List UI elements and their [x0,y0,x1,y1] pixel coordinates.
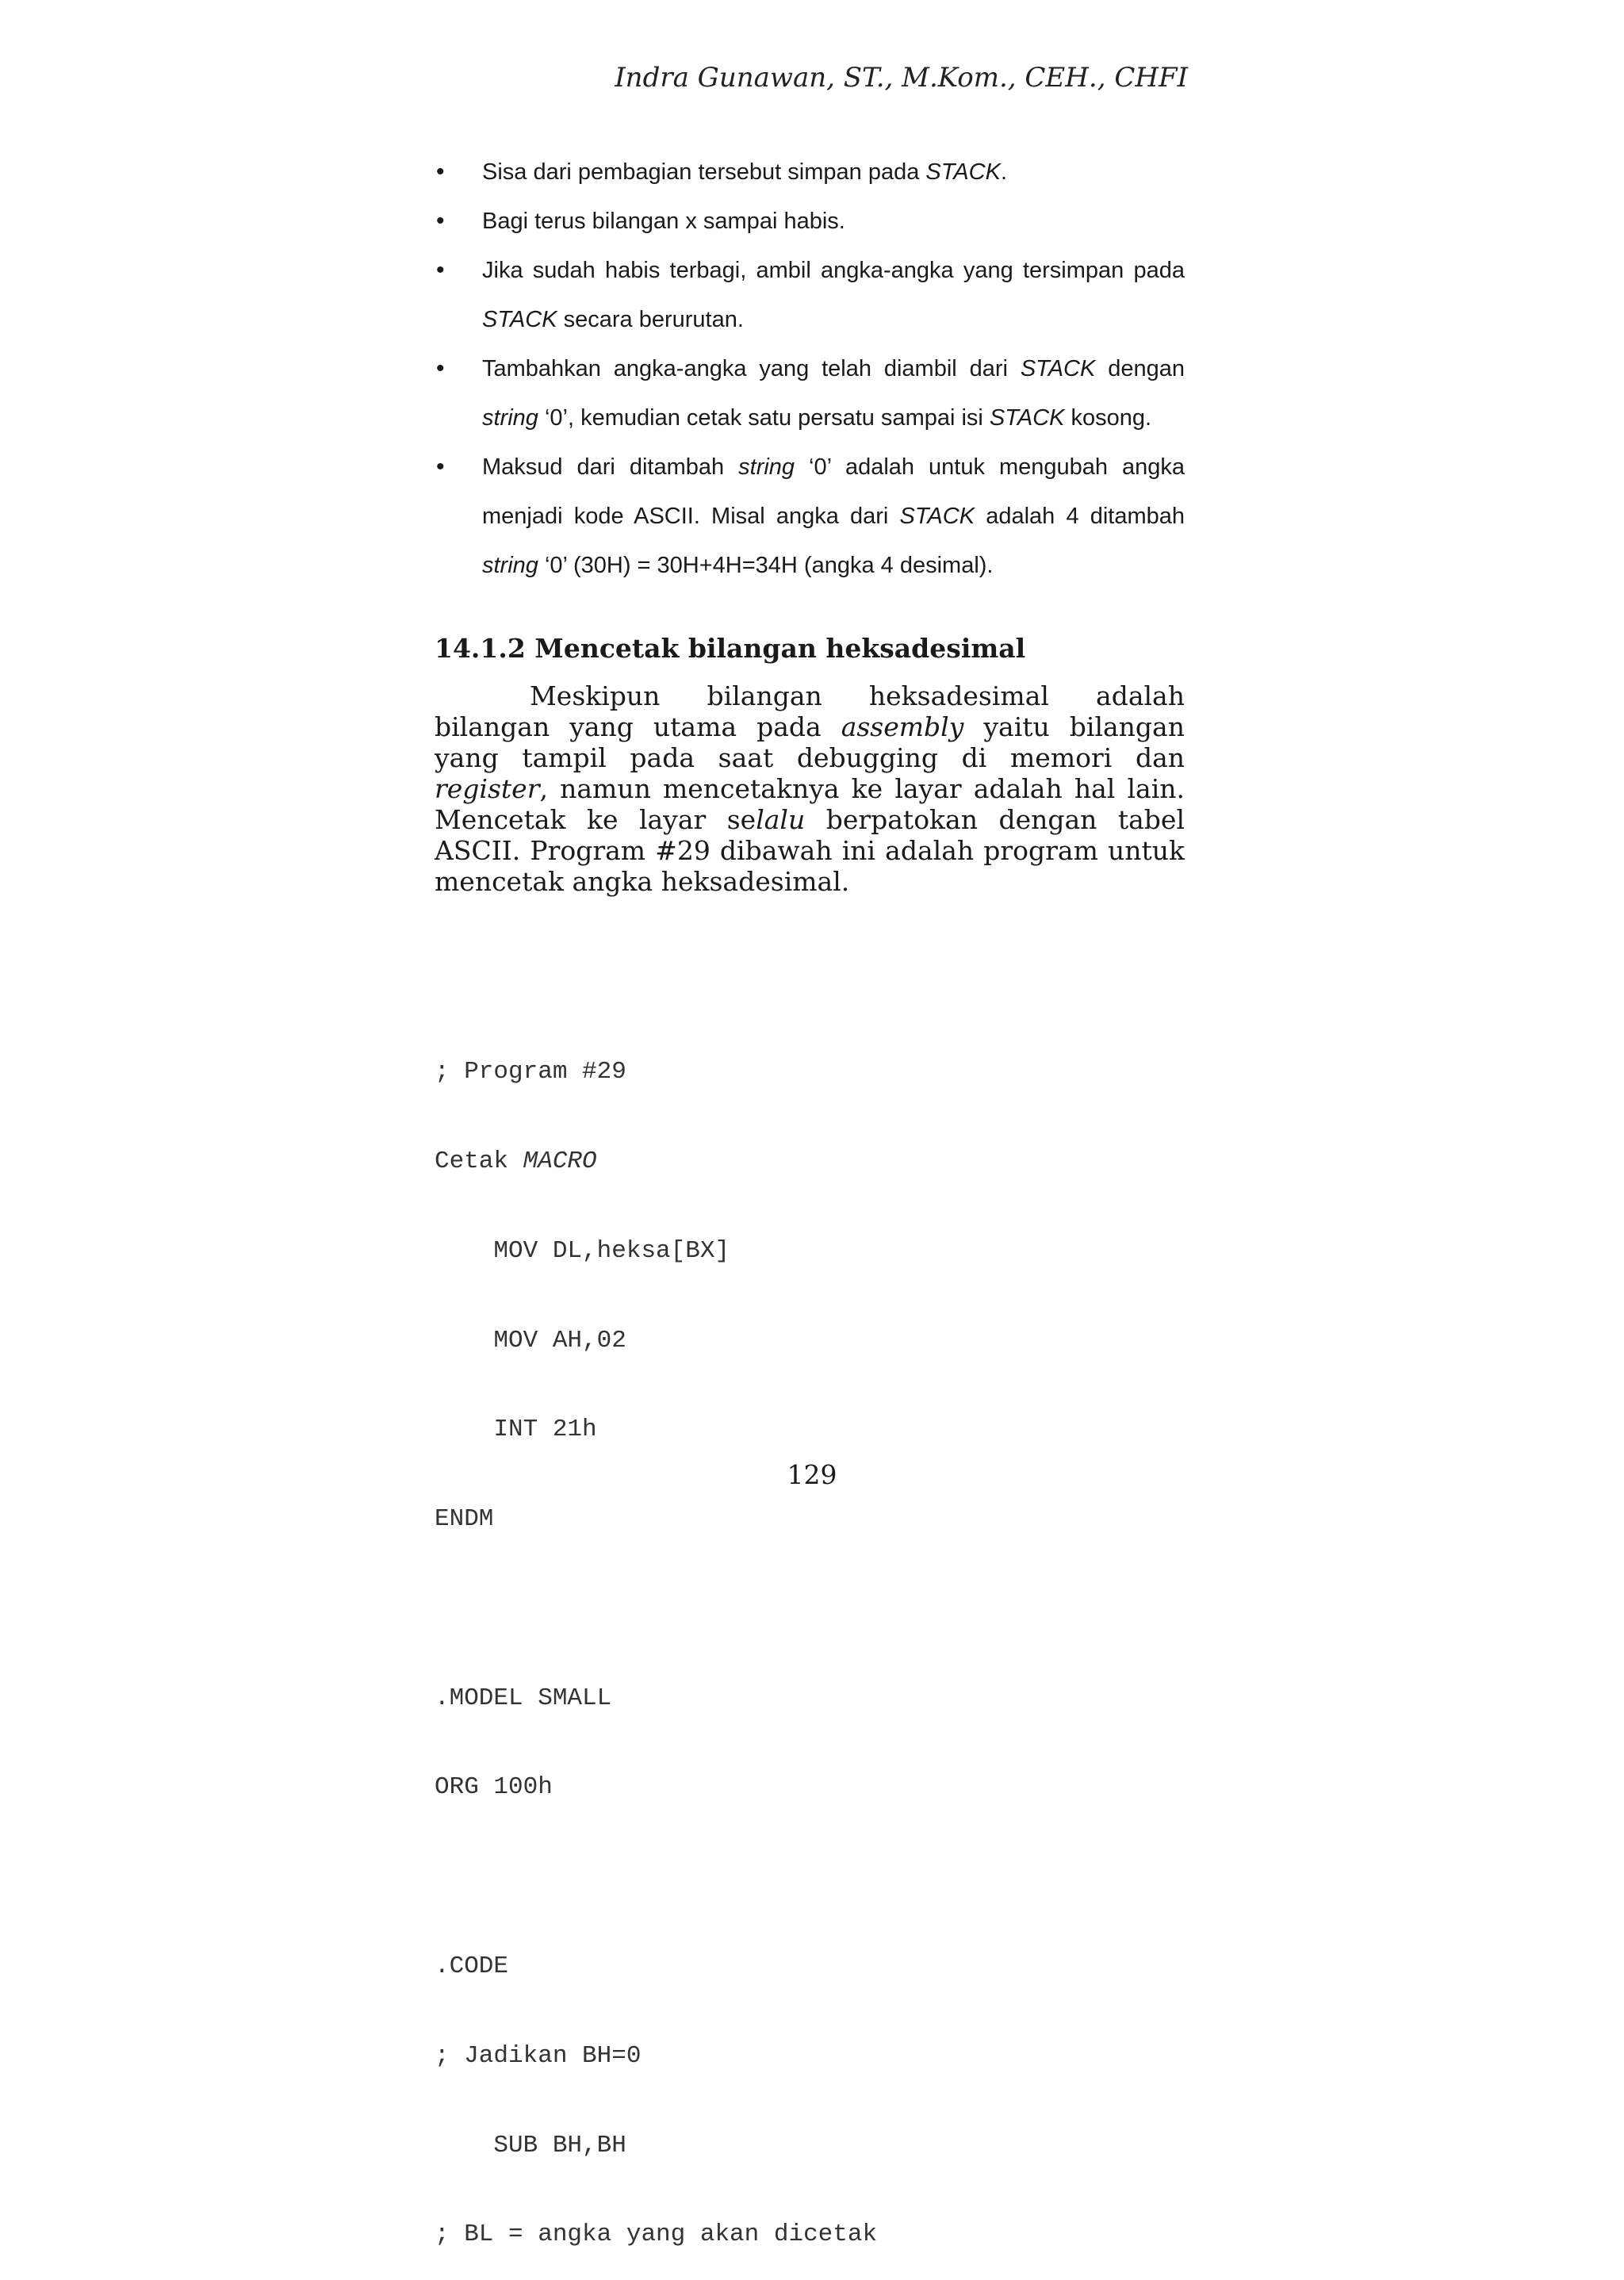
code-line: Cetak MACRO [435,1147,597,1175]
section-heading: 14.1.2 Mencetak bilangan heksadesimal [435,633,1026,664]
code-line: INT 21h [435,1416,597,1444]
code-line: SUB BH,BH [435,2131,626,2159]
code-line: ; BL = angka yang akan dicetak [435,2221,878,2249]
code-line: .CODE [435,1952,509,1980]
code-listing [435,998,877,2280]
bullet-icon: • [436,257,445,283]
bullet-icon: • [436,208,445,234]
code-line: .MODEL SMALL [435,1684,612,1712]
code-line: MOV DL,heksa[BX] [435,1236,730,1265]
list-item: • Bagi terus bilangan x sampai habis. [435,197,1185,246]
code-line [435,1594,877,1624]
page-number: 129 [787,1459,837,1490]
code-line: ENDM [435,1505,494,1534]
bullet-icon: • [436,355,445,381]
code-line: ORG 100h [435,1773,553,1802]
list-item: • Jika sudah habis terbagi, ambil angka-angka yang tersimpan pada STACK secara berurutan. [435,246,1185,344]
bullet-icon: • [436,159,445,185]
list-item: • Tambahkan angka-angka yang telah diambil dari STACK dengan string ‘0’, kemudian cetak satu persatu sampai isi STACK kosong. [435,344,1185,443]
list-item: • Sisa dari pembagian tersebut simpan pada STACK. [435,148,1185,197]
code-line: ; Program #29 [435,1058,626,1086]
code-line: ; Jadikan BH=0 [435,2041,642,2070]
code-line [435,1862,877,1892]
body-paragraph: Meskipun bilangan heksadesimal adalah bilangan yang utama pada assembly yaitu bilangan yang tampil pada saat debugging di memori dan register, namun mencetaknya ke layar adalah hal lain. Mencetak ke layar selalu berpatokan dengan tabel ASCII. Program #29 dibawah ini adalah program untuk mencetak angka heksadesimal. [435,680,1185,897]
running-header-author: Indra Gunawan, ST., M.Kom., CEH., CHFI [615,62,1188,94]
bullet-list [435,148,1185,590]
list-item: • Maksud dari ditambah string ‘0’ adalah untuk mengubah angka menjadi kode ASCII. Misal angka dari STACK adalah 4 ditambah string ‘0’ (30H) = 30H+4H=34H (angka 4 desimal). [435,443,1185,590]
code-line: MOV AH,02 [435,1326,626,1355]
bullet-icon: • [436,454,445,480]
